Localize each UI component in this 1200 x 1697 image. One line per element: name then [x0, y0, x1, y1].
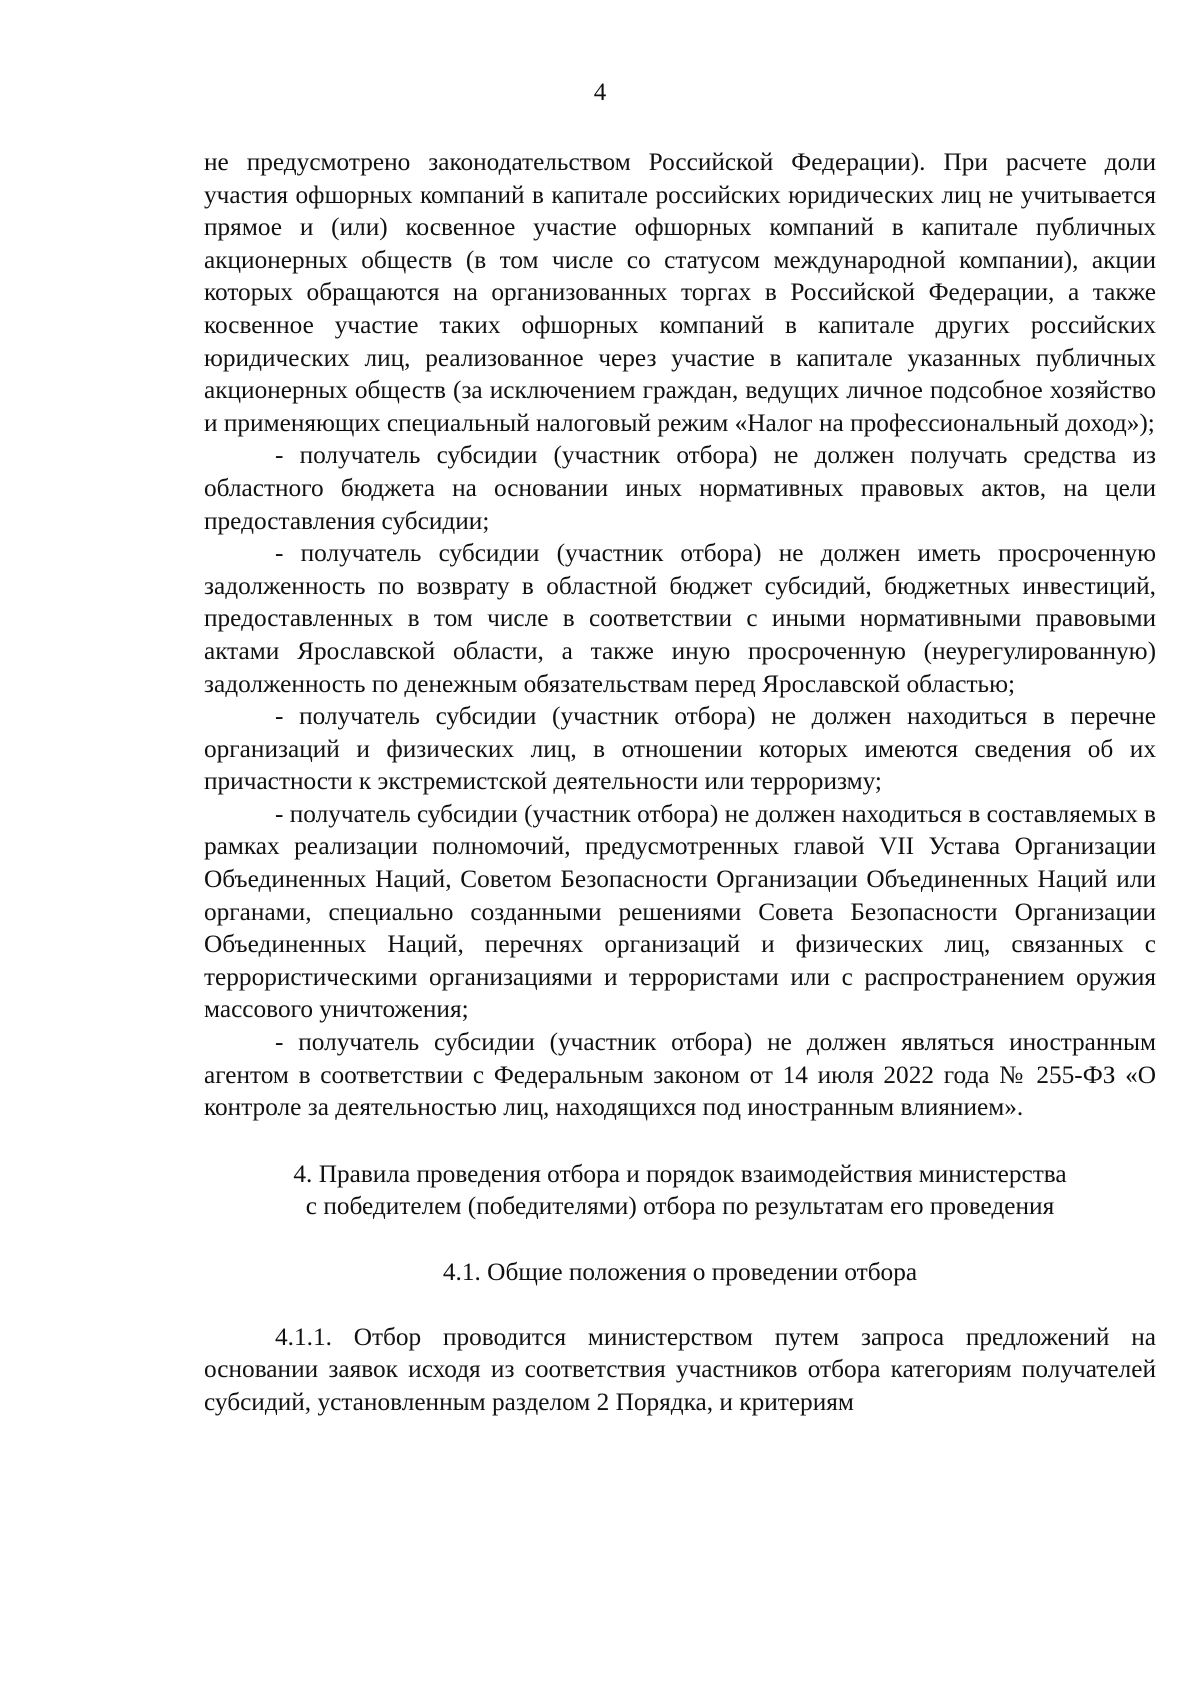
paragraph-4-1-1: 4.1.1. Отбор проводится министерством путем запроса предложений на основании заявок исходя из соответствия участников отбора категориям получателей субсидий, установленным разделом 2 Порядка, и критериям: [204, 1322, 1156, 1416]
section-heading: [204, 1158, 1156, 1223]
section-heading-line-1: 4. Правила проведения отбора и порядок взаимодействия министерства: [293, 1159, 1067, 1188]
subsection-heading: 4.1. Общие положения о проведении отбора: [442, 1258, 918, 1286]
document-body: [204, 146, 1156, 1418]
list-item-not-in-extremism-list: - получатель субсидии (участник отбора) не должен находиться в перечне организаций и физических лиц, в отношении которых имеются сведения об их причастности к экстремистской деятельности или терроризму;: [204, 702, 1156, 796]
page-number: 4: [593, 79, 607, 106]
list-item-no-overdue-debt: - получатель субсидии (участник отбора) не должен иметь просроченную задолженность по возврату в областной бюджет субсидий, бюджетных инвестиций, предоставленных в том числе в соответствии с иными нормативными правовыми актами Ярославской области, а также иную просроченную (неурегулированную) задолженность по денежным обязательствам перед Ярославской областью;: [204, 539, 1156, 698]
paragraph-continuation: не предусмотрено законодательством Российской Федерации). При расчете доли участия офшорных компаний в капитале российских юридических лиц не учитывается прямое и (или) косвенное участие офшорных компаний в капитале публичных акционерных обществ (в том числе со статусом международной компании), акции которых обращаются на организованных торгах в Российской Федерации, а также косвенное участие таких офшорных компаний в капитале других российских юридических лиц, реализованное через участие в капитале указанных публичных акционерных обществ (за исключением граждан, ведущих личное подсобное хозяйство и применяющих специальный налоговый режим «Налог на профессиональный доход»);: [204, 148, 1156, 437]
section-heading-line-2: с победителем (победителями) отбора по результатам его проведения: [305, 1192, 1055, 1221]
list-item-not-in-un-sanctions-list: - получатель субсидии (участник отбора) не должен находиться в составляемых в рамках реализации полномочий, предусмотренных главой VII Устава Организации Объединенных Наций, Советом Безопасности Организации Объединенных Наций или органами, специально созданными решениями Совета Безопасности Организации Объединенных Наций, перечнях организаций и физических лиц, связанных с террористическими организациями и террористами или с распространением оружия массового уничтожения;: [204, 799, 1156, 1024]
list-item-no-other-budget-funds: - получатель субсидии (участник отбора) не должен получать средства из областного бюджета на основании иных нормативных правовых актов, на цели предоставления субсидии;: [204, 441, 1156, 535]
list-item-not-foreign-agent: - получатель субсидии (участник отбора) не должен являться иностранным агентом в соответствии с Федеральным законом от 14 июля 2022 года № 255-ФЗ «О контроле за деятельностью лиц, находящихся под иностранным влиянием».: [204, 1028, 1156, 1122]
